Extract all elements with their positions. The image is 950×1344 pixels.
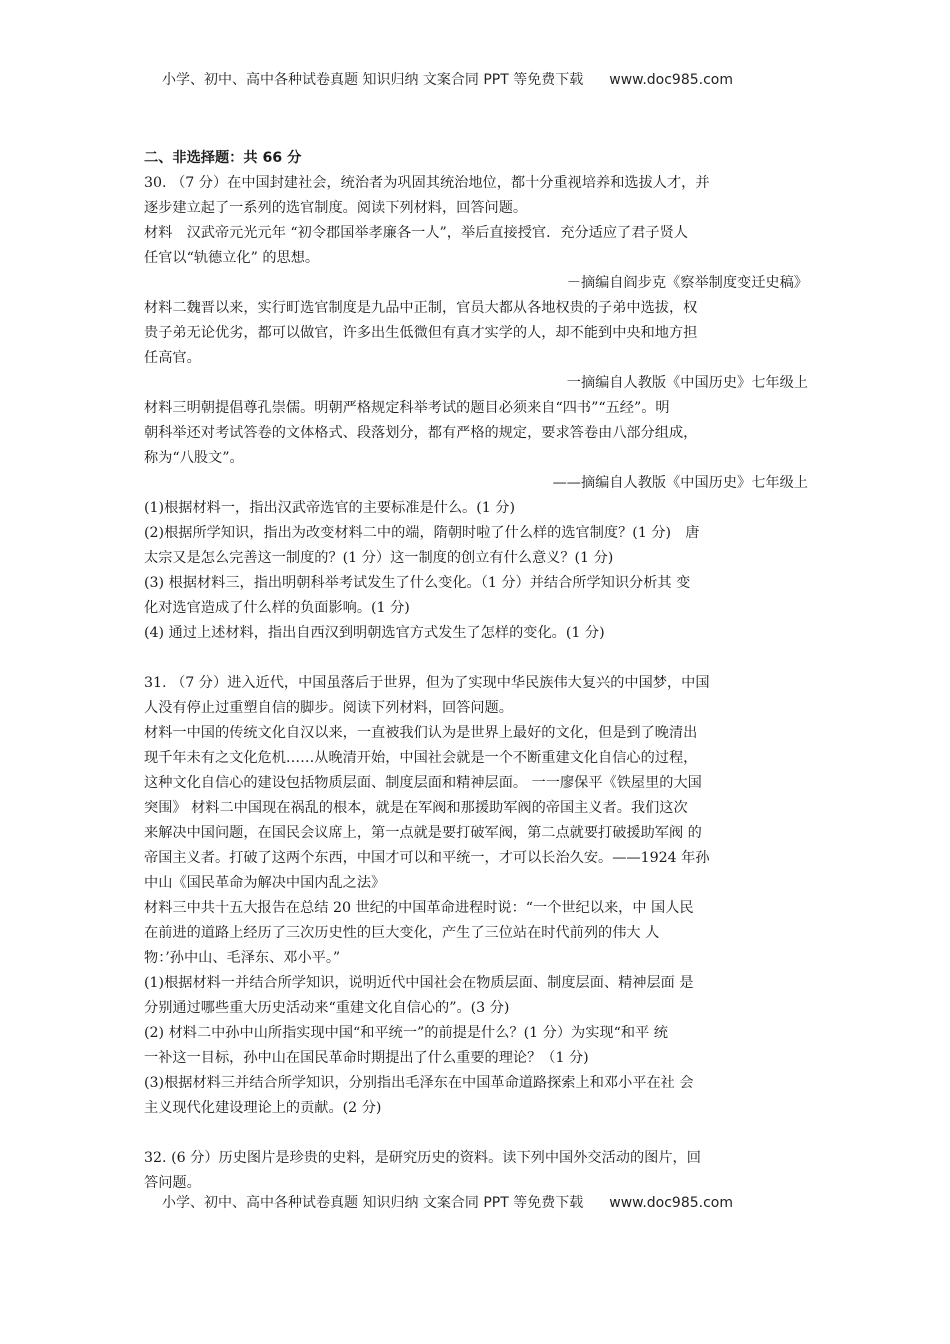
q30-material-3: 朝科举还对考试答卷的文体格式、段落划分，都有严格的规定，要求答卷由八部分组成， xyxy=(144,425,698,441)
q30-source-1: －摘编自阎步克《察举制度变迁史稿》 xyxy=(566,275,808,291)
q30-subquestion: 化对选官造成了什么样的负面影响。(1 分) xyxy=(144,600,410,616)
q31-line: 材料一中国的传统文化自汉以来，一直被我们认为是世界上最好的文化，但是到了晚清出 xyxy=(144,725,698,741)
q31-subquestion: 一补这一目标，孙中山在国民革命时期提出了什么重要的理论？（1 分) xyxy=(144,1050,589,1066)
q30-source-3: ——摘编自人教版《中国历史》七年级上 xyxy=(552,475,808,491)
q31-subquestion: (3)根据材料三并结合所学知识，分别指出毛泽东在中国革命道路探索上和邓小平在社 会 xyxy=(144,1075,694,1091)
q31-line: 在前进的道路上经历了三次历史性的巨大变化，产生了三位站在时代前列的伟大 人 xyxy=(144,925,660,941)
q31-line: 突围》 材料二中国现在祸乱的根本，就是在军阀和那援助军阀的帝国主义者。我们这次 xyxy=(144,800,688,816)
section-title: 二、非选择题：共 66 分 xyxy=(144,150,302,166)
question-30 xyxy=(144,171,808,646)
footer-watermark xyxy=(162,1192,733,1212)
q31-line: 材料三中共十五大报告在总结 20 世纪的中国革命进程时说：“一个世纪以来，中 国人民 xyxy=(144,900,694,916)
q30-source-2: 一摘编自人教版《中国历史》七年级上 xyxy=(566,375,808,391)
q30-material-2: 材料二魏晋以来，实行町选官制度是九品中正制，官员大都从各地权贵的子弟中选拔，权 xyxy=(144,300,698,316)
watermark-text: 小学、初中、高中各种试卷真题 知识归纳 文案合同 PPT 等免费下载 xyxy=(162,1195,584,1211)
q30-line: 30. （7 分）在中国封建社会，统治者为巩固其统治地位，都十分重视培养和选拔人才，并 xyxy=(144,175,710,191)
watermark-url: www.doc985.com xyxy=(609,1195,733,1211)
q31-line: 帝国主义者。打破了这两个东西，中国才可以和平统一，才可以长治久安。——1924 年孙 xyxy=(144,850,710,866)
q31-line: 物：’孙中山、毛泽东、邓小平。” xyxy=(144,950,341,966)
q30-subquestion: (3) 根据材料三，指出明朝科举考试发生了什么变化。（1 分）并结合所学知识分析其 变 xyxy=(144,575,691,591)
q30-subquestion: (2)根据所学知识，指出为改变材料二中的端，隋朝时啦了什么样的选官制度？(1 分) 唐 xyxy=(144,525,700,541)
q31-line: 31. （7 分）进入近代，中国虽落后于世界，但为了实现中华民族伟大复兴的中国梦，中国 xyxy=(144,675,710,691)
question-32 xyxy=(144,1146,808,1196)
q30-subquestion: 太宗又是怎么完善这一制度的？(1 分）这一制度的创立有什么意义？(1 分) xyxy=(144,550,614,566)
q30-subquestion: (1)根据材料一，指出汉武帝选官的主要标准是什么。(1 分) xyxy=(144,500,516,516)
q30-subquestion: (4) 通过上述材料，指出自西汉到明朝选官方式发生了怎样的变化。(1 分) xyxy=(144,625,605,641)
q31-subquestion: 分别通过哪些重大历史活动来“重建文化自信心的”。(3 分) xyxy=(144,1000,510,1016)
q31-line: 中山《国民革命为解决中国内乱之法》 xyxy=(144,875,386,891)
q32-line: 答问题。 xyxy=(144,1175,201,1191)
q30-material-3: 称为“八股文”。 xyxy=(144,450,244,466)
q30-material-2: 任高官。 xyxy=(144,350,201,366)
spacer xyxy=(144,646,808,671)
q31-line: 人没有停止过重塑自信的脚步。阅读下列材料，回答问题。 xyxy=(144,700,513,716)
spacer xyxy=(144,1121,808,1146)
q30-line: 任官以“轨德立化” 的思想。 xyxy=(144,250,320,266)
q31-subquestion: (2) 材料二中孙中山所指实现中国“和平统一”的前提是什么？(1 分）为实现“和平 统 xyxy=(144,1025,668,1041)
q31-line: 来解决中国问题，在国民会议席上，第一点就是要打破军阀，第二点就要打破援助军阀 的 xyxy=(144,825,702,841)
q31-line: 现千年未有之文化危机……从晚清开始，中国社会就是一个不断重建文化自信心的过程， xyxy=(144,750,698,766)
q30-line: 材料 汉武帝元光元年 “初令郡国举孝廉各一人”，举后直接授官．充分适应了君子贤人 xyxy=(144,225,688,241)
q31-line: 这种文化自信心的建设包括物质层面、制度层面和精神层面。 一一廖保平《铁屋里的大国 xyxy=(144,775,702,791)
q31-subquestion: 主义现代化建设理论上的贡献。(2 分) xyxy=(144,1100,382,1116)
exam-content xyxy=(144,146,808,1196)
question-31 xyxy=(144,671,808,1121)
q30-material-2: 贵子弟无论优劣，都可以做官，许多出生低微但有真才实学的人，却不能到中央和地方担 xyxy=(144,325,698,341)
q32-line: 32. (6 分）历史图片是珍贵的史料，是研究历史的资料。读下列中国外交活动的图片，回 xyxy=(144,1150,701,1166)
watermark-url: www.doc985.com xyxy=(609,72,733,88)
q30-line: 逐步建立起了一系列的选官制度。阅读下列材料，回答问题。 xyxy=(144,200,528,216)
q31-subquestion: (1)根据材料一并结合所学知识，说明近代中国社会在物质层面、制度层面、精神层面 是 xyxy=(144,975,694,991)
header-watermark xyxy=(162,69,733,89)
watermark-text: 小学、初中、高中各种试卷真题 知识归纳 文案合同 PPT 等免费下载 xyxy=(162,72,584,88)
q30-material-3: 材料三明朝提倡尊孔崇儒。明朝严格规定科举考试的题目必须来自“四书”“五经”。明 xyxy=(144,400,670,416)
